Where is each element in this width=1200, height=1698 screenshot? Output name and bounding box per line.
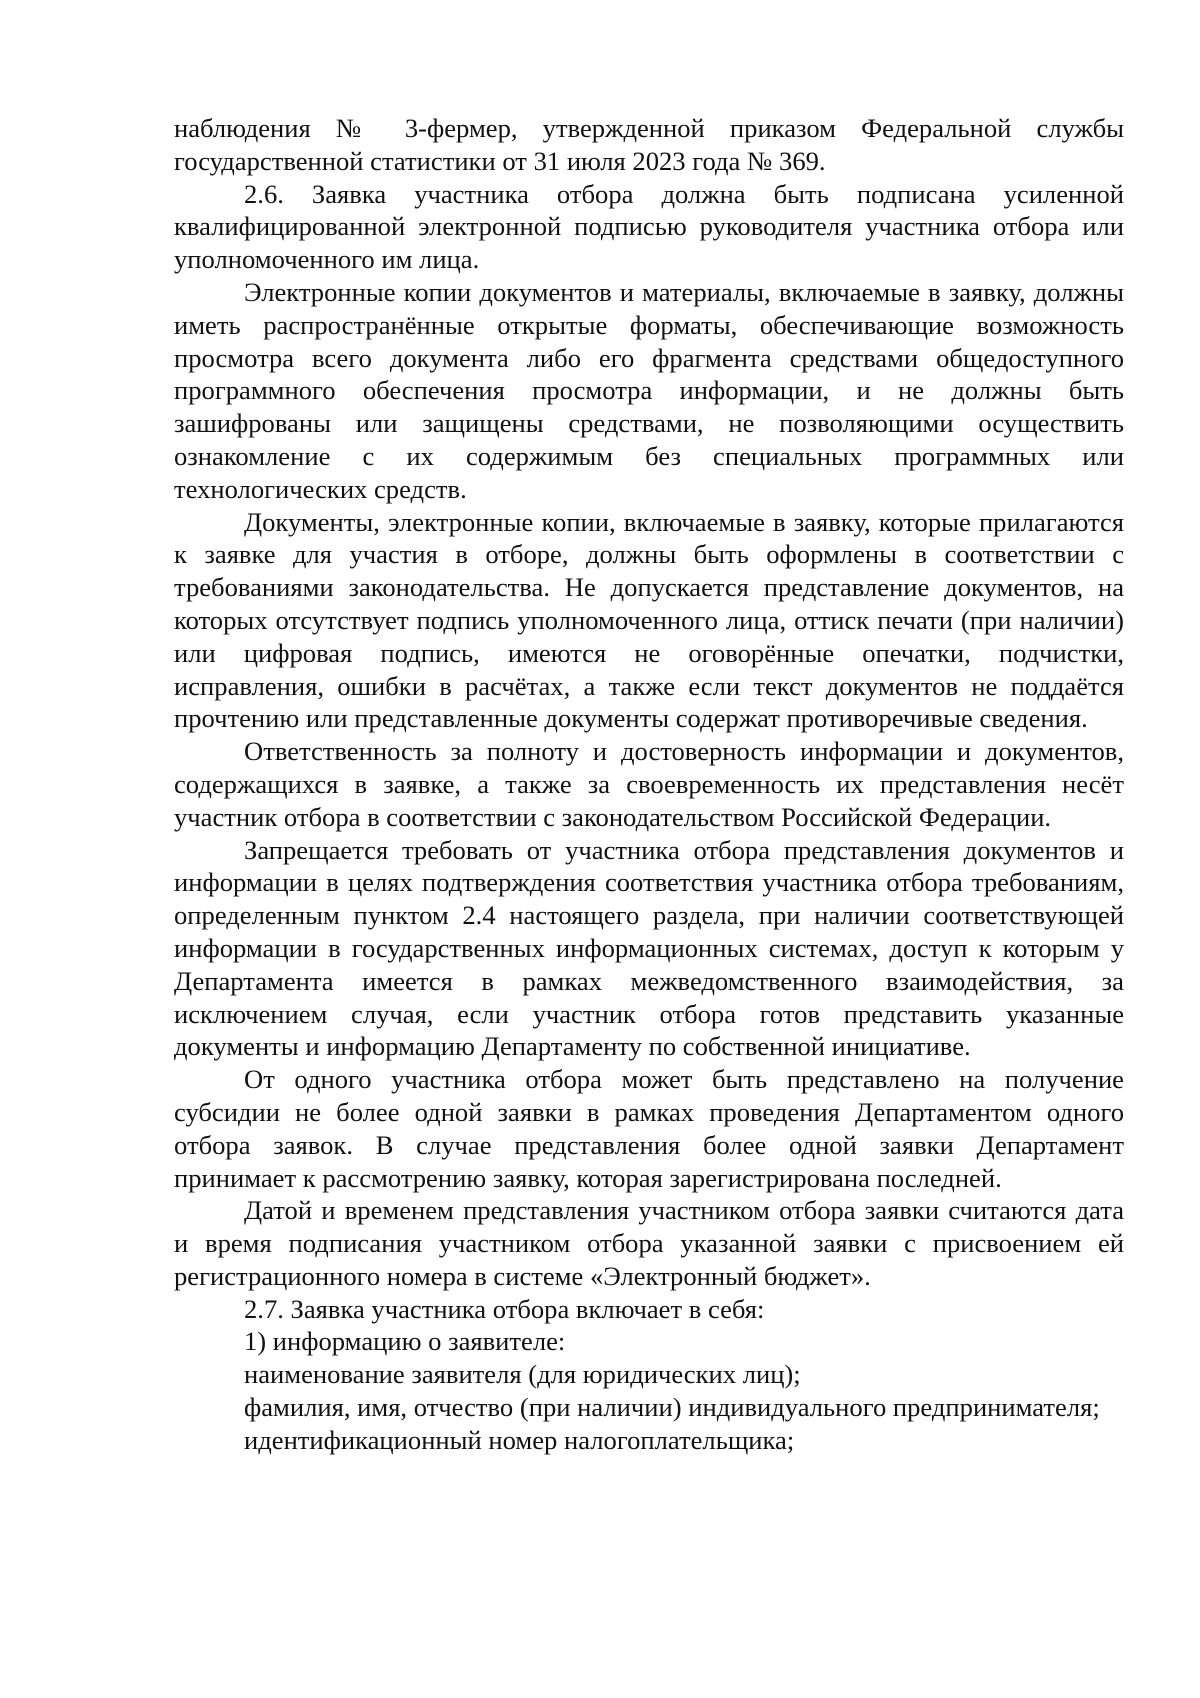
paragraph: Ответственность за полноту и достоверность информации и документов, содержащихся в заявке, а также за своевременность их представления несёт участник отбора в соответствии с законодательством Российской Федерации. xyxy=(174,736,1124,832)
paragraph: Датой и временем представления участником отбора заявки считаются дата и время подписания участником отбора указанной заявки с присвоением ей регистрационного номера в системе «Электронный бюджет». xyxy=(174,1195,1124,1291)
paragraph: наименование заявителя (для юридических лиц); xyxy=(244,1359,801,1390)
paragraph: 1) информацию о заявителе: xyxy=(244,1326,566,1357)
paragraph: фамилия, имя, отчество (при наличии) индивидуального предпринимателя; xyxy=(244,1392,1100,1423)
paragraph: 2.7. Заявка участника отбора включает в себя: xyxy=(244,1293,765,1324)
paragraph: Документы, электронные копии, включаемые в заявку, которые прилагаются к заявке для участия в отборе, должны быть оформлены в соответствии с требованиями законодательства. Не допускается представление документов, на которых отсутствует подпись уполномоченного лица, оттиск печати (при наличии) или цифровая подпись, имеются не оговорённые опечатки, подчистки, исправления, ошибки в расчётах, а также если текст документов не поддаётся прочтению или представленные документы содержат противоречивые сведения. xyxy=(174,506,1124,734)
paragraph: От одного участника отбора может быть представлено на получение субсидии не более одной заявки в рамках проведения Департаментом одного отбора заявок. В случае представления более одной заявки Департамент принимает к рассмотрению заявку, которая зарегистрирована последней. xyxy=(174,1064,1124,1193)
document-page xyxy=(174,112,1124,1457)
paragraph: Запрещается требовать от участника отбора представления документов и информации в целях подтверждения соответствия участника отбора требованиям, определенным пунктом 2.4 настоящего раздела, при наличии соответствующей информации в государственных информационных системах, доступ к которым у Департамента имеется в рамках межведомственного взаимодействия, за исключением случая, если участник отбора готов представить указанные документы и информацию Департаменту по собственной инициативе. xyxy=(174,834,1124,1062)
paragraph: 2.6. Заявка участника отбора должна быть подписана усиленной квалифицированной электронной подписью руководителя участника отбора или уполномоченного им лица. xyxy=(174,178,1124,275)
paragraph: идентификационный номер налогоплательщика; xyxy=(244,1424,795,1455)
paragraph: Электронные копии документов и материалы, включаемые в заявку, должны иметь распространённые открытые форматы, обеспечивающие возможность просмотра всего документа либо его фрагмента средствами общедоступного программного обеспечения просмотра информации, и не должны быть зашифрованы или защищены средствами, не позволяющими осуществить ознакомление с их содержимым без специальных программных или технологических средств. xyxy=(174,276,1124,504)
paragraph: наблюдения № 3-фермер, утвержденной приказом Федеральной службы государственной статистики от 31 июля 2023 года № 369. xyxy=(174,113,1124,176)
